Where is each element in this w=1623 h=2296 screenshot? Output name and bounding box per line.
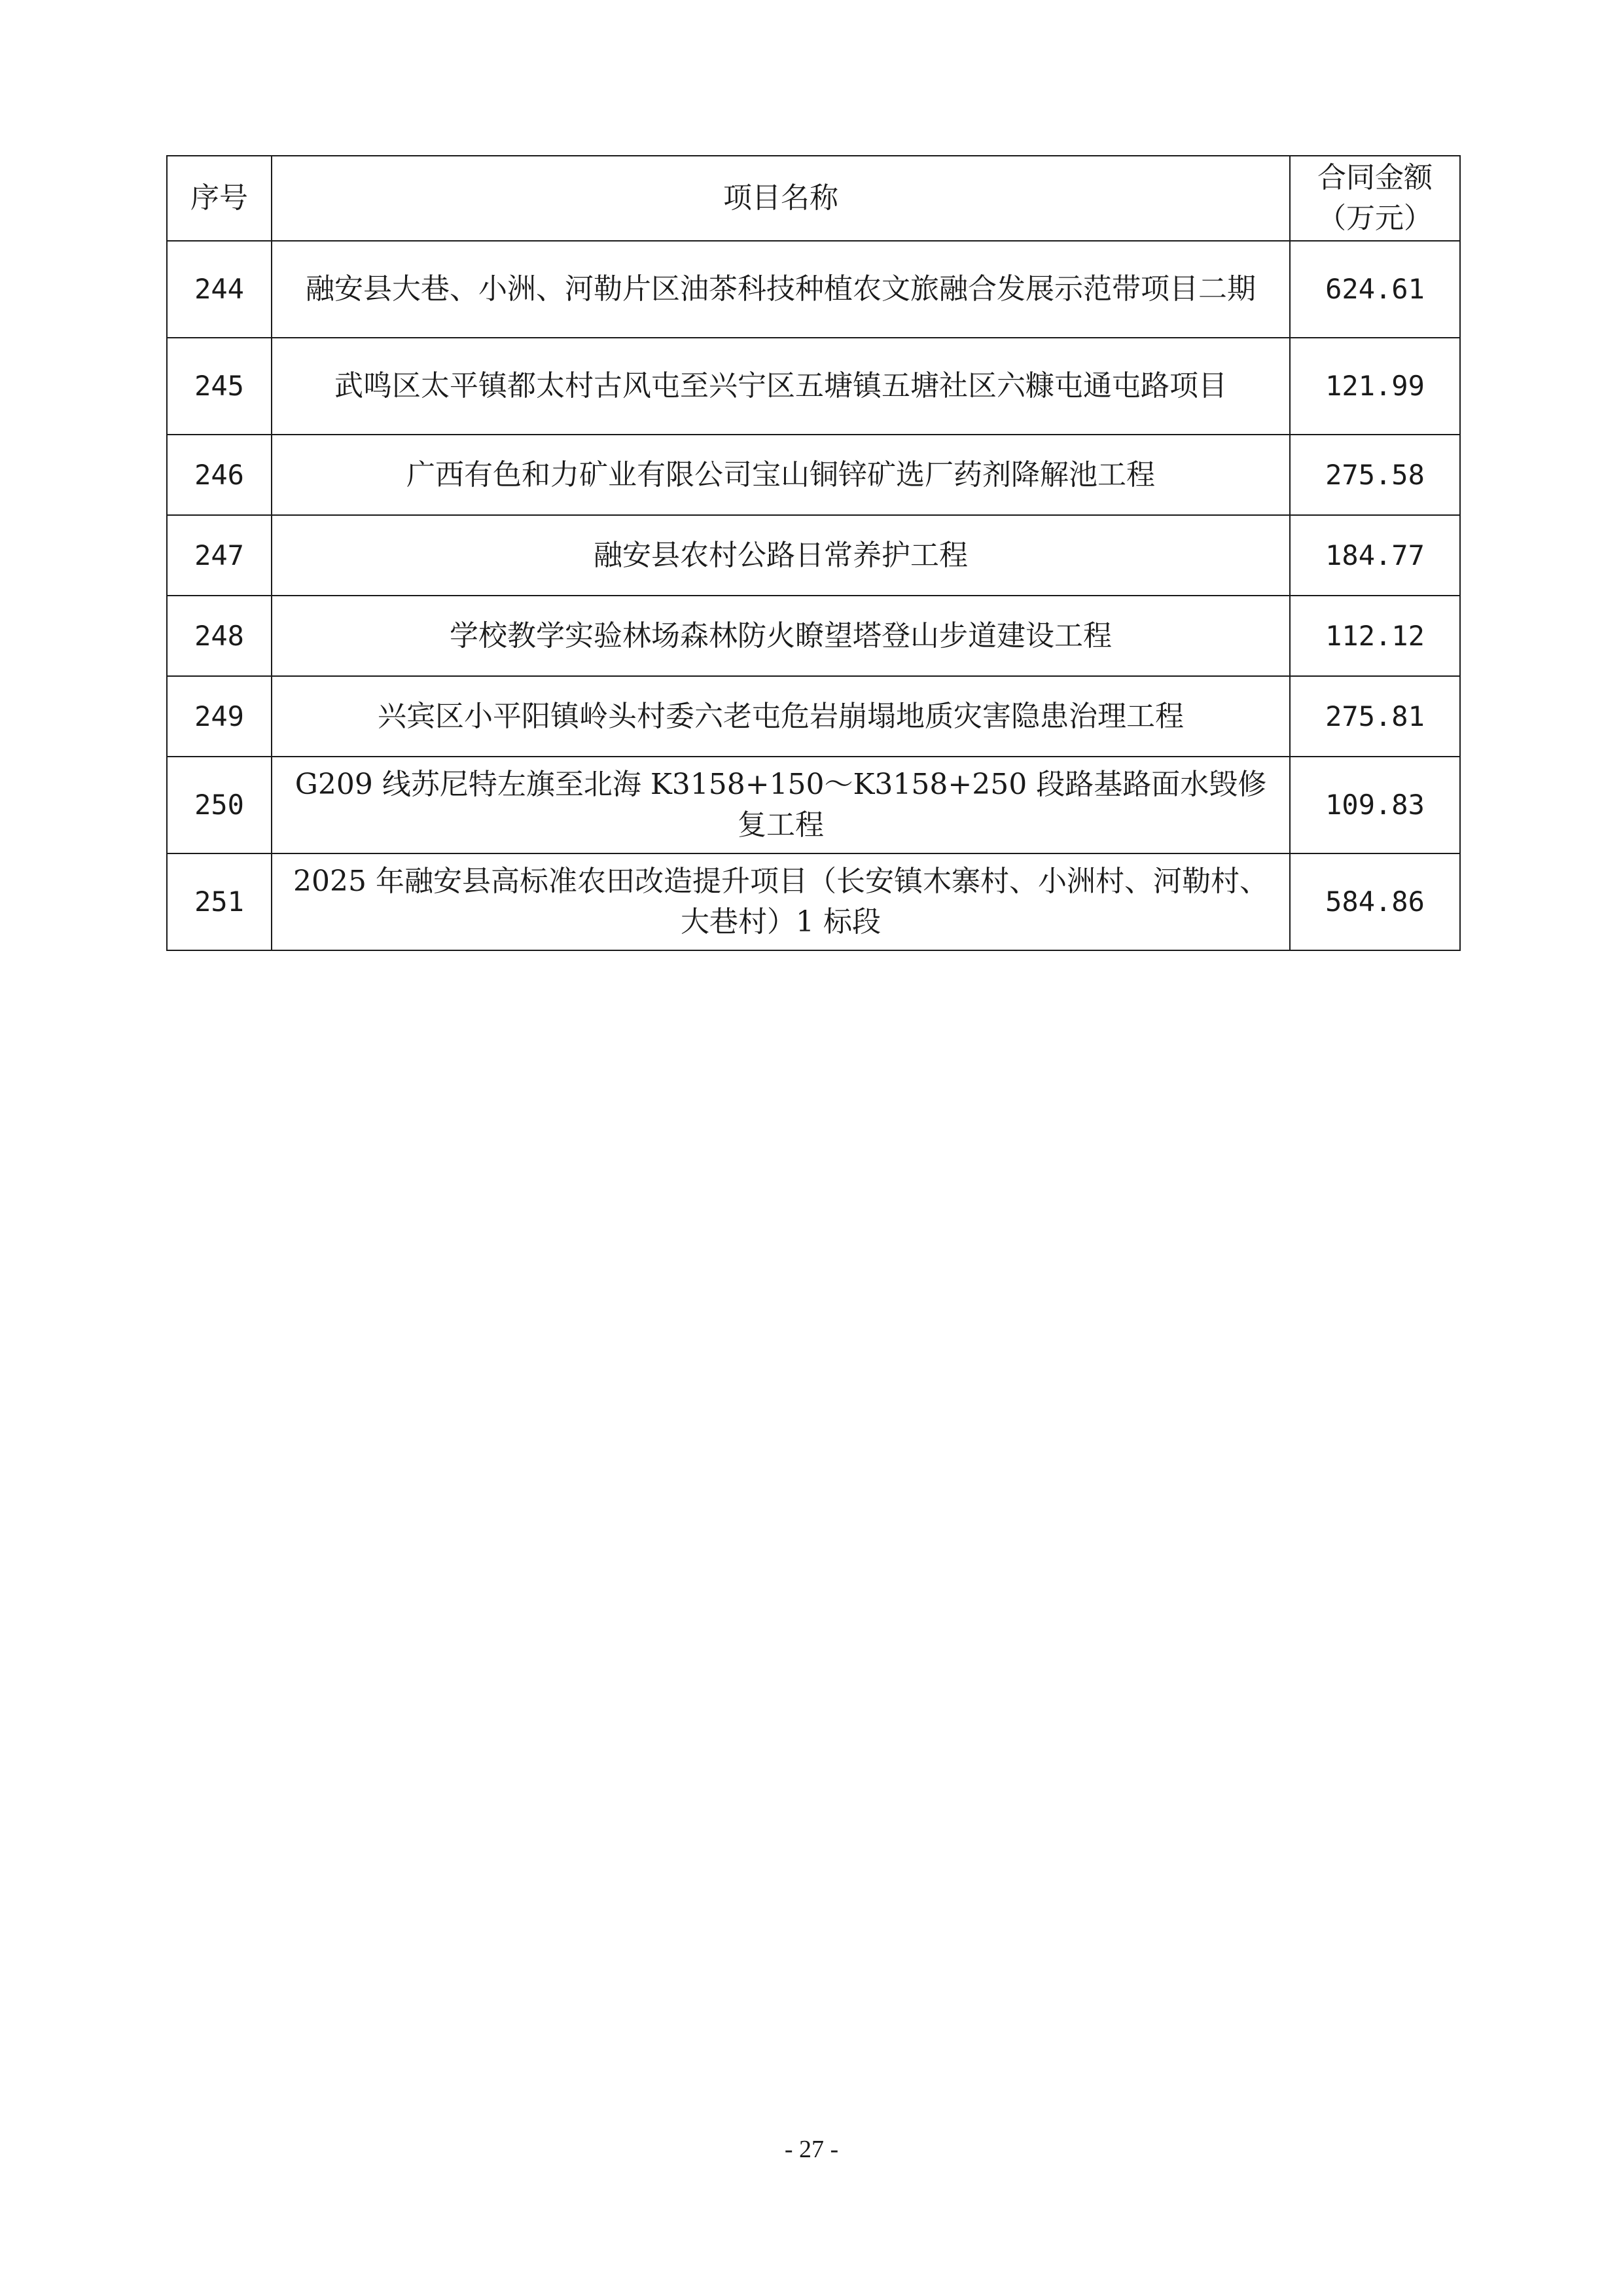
- table-row: [167, 338, 1460, 435]
- page-number: - 27 -: [784, 2136, 839, 2163]
- header-contract-amount: 合同金额（万元）: [1290, 156, 1460, 241]
- row-project-name: 广西有色和力矿业有限公司宝山铜锌矿选厂药剂降解池工程: [272, 435, 1290, 515]
- project-table: [166, 155, 1461, 951]
- row-project-name: G209 线苏尼特左旗至北海 K3158+150～K3158+250 段路基路面水毁修复工程: [272, 757, 1290, 853]
- row-project-name: 学校教学实验林场森林防火瞭望塔登山步道建设工程: [272, 596, 1290, 676]
- row-amount: 109.83: [1290, 757, 1460, 853]
- row-index: 247: [167, 515, 272, 596]
- table-row: [167, 515, 1460, 596]
- row-index: 244: [167, 241, 272, 338]
- row-project-name: 融安县大巷、小洲、河勒片区油茶科技种植农文旅融合发展示范带项目二期: [272, 241, 1290, 338]
- row-amount: 184.77: [1290, 515, 1460, 596]
- row-index: 251: [167, 853, 272, 950]
- table-row: [167, 676, 1460, 757]
- row-index: 245: [167, 338, 272, 435]
- table-row: [167, 435, 1460, 515]
- row-amount: 275.58: [1290, 435, 1460, 515]
- table-row: [167, 241, 1460, 338]
- row-project-name: 武鸣区太平镇都太村古风屯至兴宁区五塘镇五塘社区六糠屯通屯路项目: [272, 338, 1290, 435]
- row-index: 250: [167, 757, 272, 853]
- table-row: [167, 853, 1460, 950]
- table-header-row: [167, 156, 1460, 241]
- row-project-name: 2025 年融安县高标准农田改造提升项目（长安镇木寨村、小洲村、河勒村、大巷村）1 标段: [272, 853, 1290, 950]
- table-row: [167, 596, 1460, 676]
- row-amount: 275.81: [1290, 676, 1460, 757]
- row-amount: 584.86: [1290, 853, 1460, 950]
- header-project-name: 项目名称: [272, 156, 1290, 241]
- row-index: 249: [167, 676, 272, 757]
- row-index: 246: [167, 435, 272, 515]
- row-amount: 121.99: [1290, 338, 1460, 435]
- table-row: [167, 757, 1460, 853]
- project-table-container: [166, 155, 1459, 951]
- row-project-name: 兴宾区小平阳镇岭头村委六老屯危岩崩塌地质灾害隐患治理工程: [272, 676, 1290, 757]
- row-project-name: 融安县农村公路日常养护工程: [272, 515, 1290, 596]
- header-index: 序号: [167, 156, 272, 241]
- row-amount: 624.61: [1290, 241, 1460, 338]
- row-index: 248: [167, 596, 272, 676]
- row-amount: 112.12: [1290, 596, 1460, 676]
